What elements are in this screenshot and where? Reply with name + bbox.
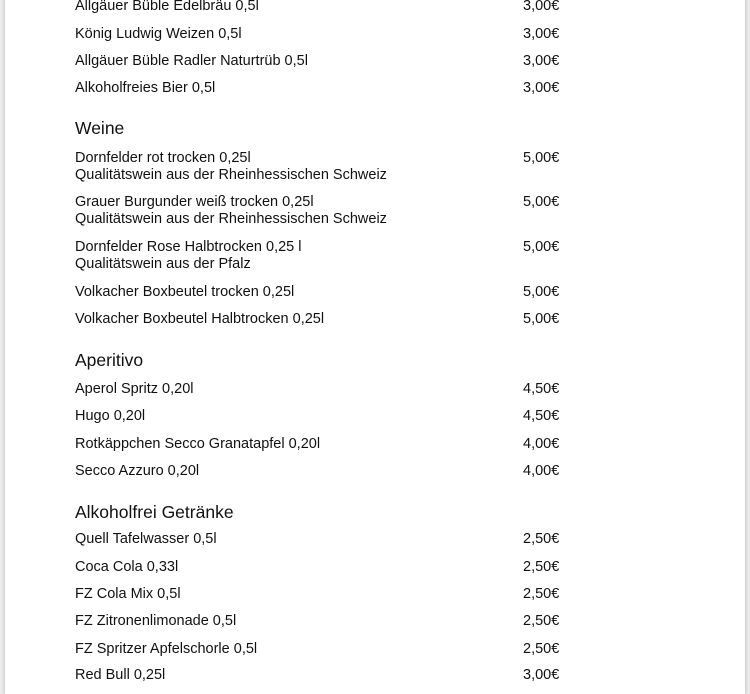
item-name: König Ludwig Weizen 0,5l bbox=[75, 26, 242, 42]
item-name: Secco Azzuro 0,20l bbox=[75, 463, 200, 479]
item-price: 4,50€ bbox=[523, 408, 560, 424]
item-description: Qualitätswein aus der Rheinhessischen Schweiz bbox=[75, 167, 387, 183]
item-name: Dornfelder Rose Halbtrocken 0,25 l bbox=[75, 239, 302, 255]
item-price: 2,50€ bbox=[523, 613, 560, 629]
item-price: 3,00€ bbox=[523, 80, 560, 96]
item-name: Volkacher Boxbeutel trocken 0,25l bbox=[75, 284, 295, 300]
item-price: 5,00€ bbox=[523, 150, 560, 166]
item-name: Grauer Burgunder weiß trocken 0,25l bbox=[75, 194, 314, 210]
section-title-alkoholfrei: Alkoholfrei Getränke bbox=[75, 502, 234, 522]
item-name: Dornfelder rot trocken 0,25l bbox=[75, 150, 251, 166]
item-price: 5,00€ bbox=[523, 194, 560, 210]
item-name: Aperol Spritz 0,20l bbox=[75, 381, 194, 397]
item-name: Red Bull 0,25l bbox=[75, 667, 166, 683]
item-name: Alkoholfreies Bier 0,5l bbox=[75, 80, 216, 96]
item-name: Coca Cola 0,33l bbox=[75, 559, 179, 575]
item-price: 3,00€ bbox=[523, 667, 560, 683]
item-price: 3,00€ bbox=[523, 53, 560, 69]
item-price: 5,00€ bbox=[523, 311, 560, 327]
item-name: FZ Spritzer Apfelschorle 0,5l bbox=[75, 641, 258, 657]
item-description: Qualitätswein aus der Rheinhessischen Schweiz bbox=[75, 211, 387, 227]
item-price: 2,50€ bbox=[523, 531, 560, 547]
item-price: 2,50€ bbox=[523, 641, 560, 657]
section-title-aperitivo: Aperitivo bbox=[75, 350, 144, 370]
item-name: Rotkäppchen Secco Granatapfel 0,20l bbox=[75, 436, 321, 452]
item-name: Allgäuer Büble Edelbräu 0,5l bbox=[75, 0, 259, 14]
item-name: FZ Cola Mix 0,5l bbox=[75, 586, 181, 602]
item-name: Quell Tafelwasser 0,5l bbox=[75, 531, 217, 547]
item-price: 2,50€ bbox=[523, 586, 560, 602]
item-price: 3,00€ bbox=[523, 0, 560, 14]
item-name: Allgäuer Büble Radler Naturtrüb 0,5l bbox=[75, 53, 308, 69]
item-price: 4,00€ bbox=[523, 463, 560, 479]
item-price: 5,00€ bbox=[523, 239, 560, 255]
section-title-weine: Weine bbox=[75, 118, 125, 138]
item-price: 3,00€ bbox=[523, 26, 560, 42]
item-name: FZ Zitronenlimonade 0,5l bbox=[75, 613, 237, 629]
item-name: Hugo 0,20l bbox=[75, 408, 146, 424]
item-description: Qualitätswein aus der Pfalz bbox=[75, 256, 251, 272]
item-price: 2,50€ bbox=[523, 559, 560, 575]
item-price: 5,00€ bbox=[523, 284, 560, 300]
item-price: 4,00€ bbox=[523, 436, 560, 452]
item-name: Volkacher Boxbeutel Halbtrocken 0,25l bbox=[75, 311, 325, 327]
item-price: 4,50€ bbox=[523, 381, 560, 397]
